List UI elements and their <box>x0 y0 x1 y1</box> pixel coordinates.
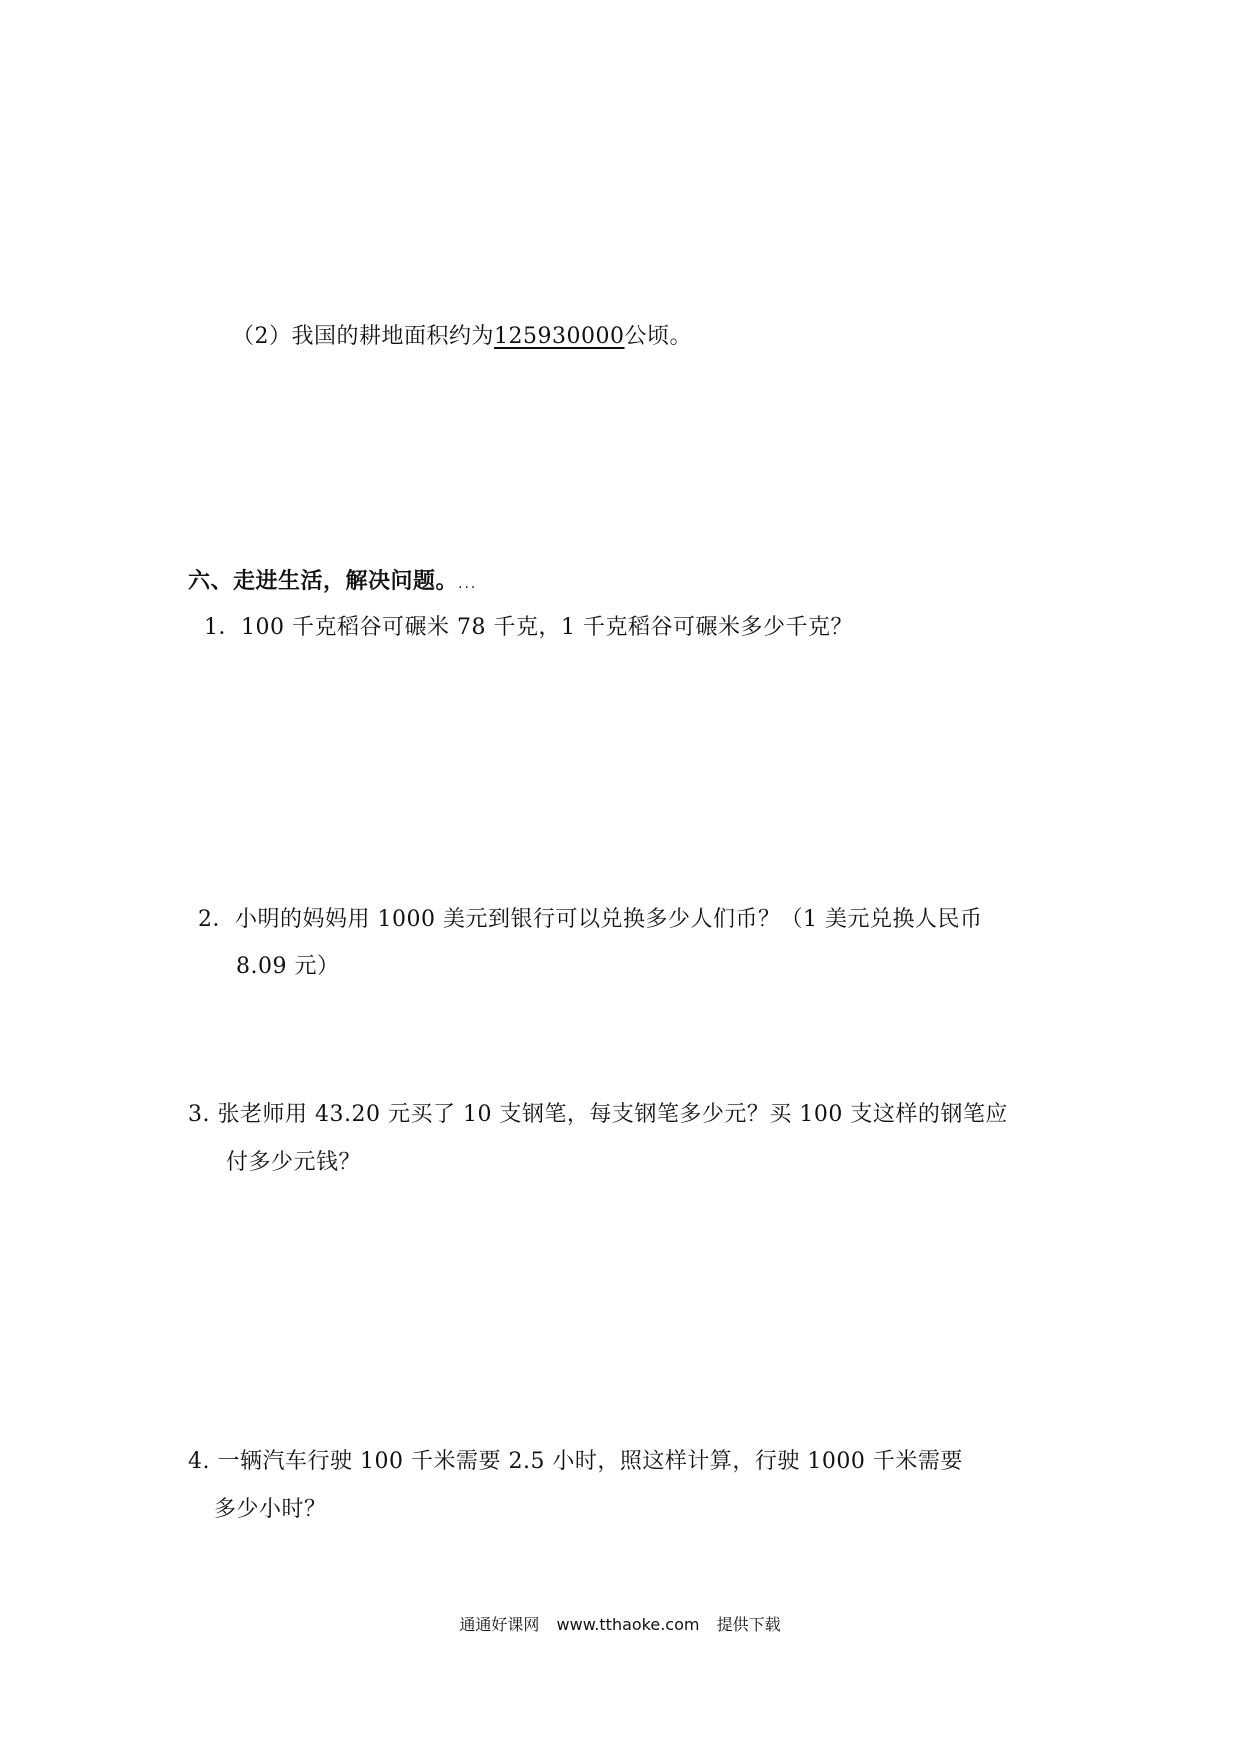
question-3-line1: 3. 张老师用 43.20 元买了 10 支钢笔，每支钢笔多少元？买 100 支这样的钢笔应 <box>188 1102 1008 1127</box>
section6-heading <box>188 567 477 599</box>
question-4-line1: 4. 一辆汽车行驶 100 千米需要 2.5 小时，照这样计算，行驶 1000 千米需要 <box>188 1449 963 1474</box>
footer <box>0 1613 1240 1637</box>
footer-url: www.tthaoke.com <box>556 1615 700 1634</box>
farmland-area-number: 125930000 <box>494 324 625 349</box>
question-3-line2: 付多少元钱？ <box>226 1150 362 1175</box>
item2-suffix: 公顷。 <box>624 324 692 349</box>
question-4-line2: 多少小时？ <box>214 1497 327 1522</box>
footer-suffix: 提供下载 <box>716 1615 781 1634</box>
item2-prefix: （2）我国的耕地面积约为 <box>232 324 494 349</box>
section5-item2 <box>232 322 692 352</box>
section6-heading-text: 六、走进生活，解决问题。 <box>188 569 459 594</box>
heading-dots: ... <box>458 576 478 592</box>
question-2-line1: 2．小明的妈妈用 1000 美元到银行可以兑换多少人们币？（1 美元兑换人民币 <box>198 907 983 932</box>
question-2-line2: 8.09 元） <box>236 954 340 979</box>
question-1: 1．100 千克稻谷可碾米 78 千克，1 千克稻谷可碾米多少千克？ <box>204 615 853 640</box>
footer-site-name: 通通好课网 <box>459 1615 540 1634</box>
